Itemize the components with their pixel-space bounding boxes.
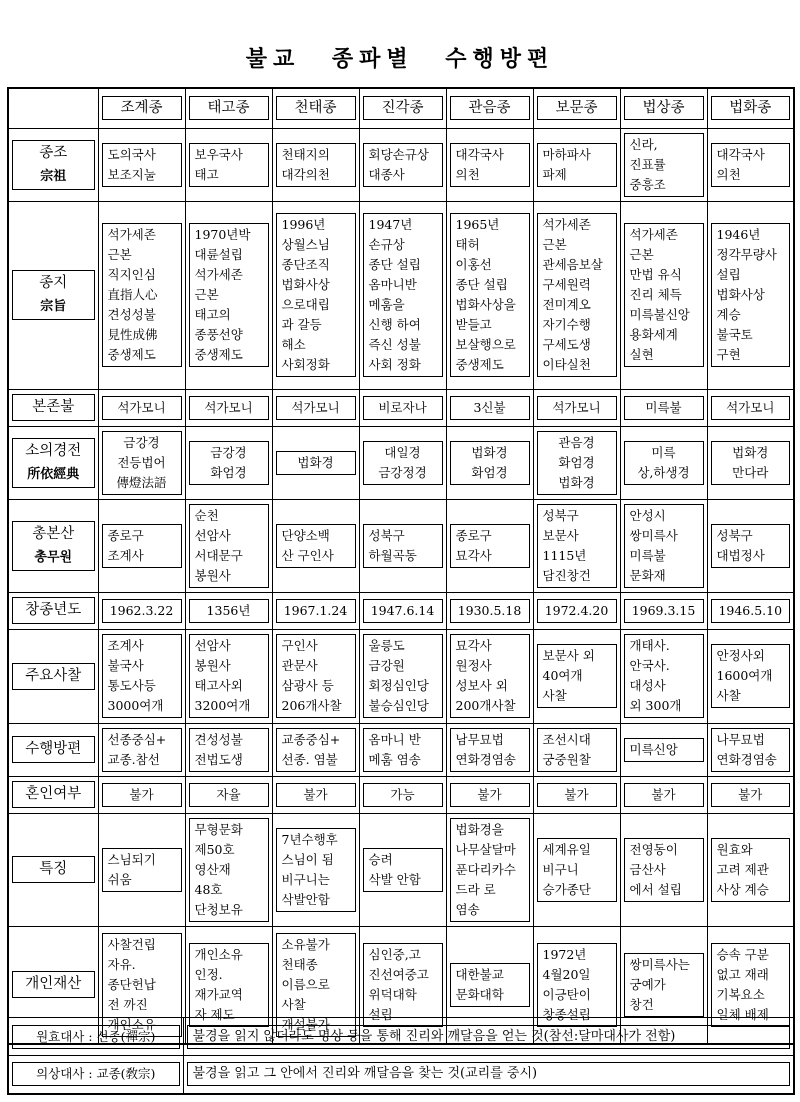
cell-text: 불가 bbox=[450, 783, 530, 807]
table-cell bbox=[359, 128, 446, 201]
row-label: 창종년도 bbox=[25, 602, 82, 618]
row-label-hanja: 宗旨 bbox=[40, 299, 67, 314]
table-cell bbox=[533, 128, 620, 201]
cell-text: 마하파사 파제 bbox=[537, 143, 617, 187]
table-row bbox=[8, 592, 794, 629]
table-cell bbox=[620, 499, 707, 592]
table-cell bbox=[707, 629, 794, 723]
table-cell bbox=[446, 499, 533, 592]
table-cell bbox=[533, 201, 620, 389]
table-cell bbox=[272, 813, 359, 926]
table-cell bbox=[359, 499, 446, 592]
cell-text: 석가세존 근본 관세음보살 구세원력 전미계오 자기수행 구세도생 이타실천 bbox=[537, 213, 617, 377]
row-header bbox=[8, 389, 98, 426]
cell-text: 선종중심+ 교종.참선 bbox=[102, 728, 182, 772]
cell-text: 심인중,고 진선여중고 위덕대학 설립 bbox=[363, 943, 443, 1027]
table-cell bbox=[707, 426, 794, 499]
cell-text: 보우국사 태고 bbox=[189, 143, 269, 187]
cell-text: 미륵신앙 bbox=[624, 738, 704, 762]
table-cell bbox=[446, 776, 533, 813]
cell-text: 불가 bbox=[102, 783, 182, 807]
table-cell bbox=[620, 592, 707, 629]
cell-text: 울릉도 금강원 회정심인당 불승심인당 bbox=[363, 634, 443, 718]
table-cell bbox=[185, 813, 272, 926]
row-label: 혼인여부 bbox=[25, 786, 82, 802]
table-cell bbox=[620, 776, 707, 813]
cell-text: 석가모니 bbox=[189, 396, 269, 420]
row-label: 종지 bbox=[39, 275, 68, 291]
page-title: 불교 종파별 수행방편 bbox=[245, 47, 555, 72]
table-row bbox=[8, 776, 794, 813]
cell-text: 금강경 전등법어 傳燈法語 bbox=[102, 431, 182, 495]
table-cell bbox=[533, 499, 620, 592]
table-row bbox=[8, 201, 794, 389]
cell-text: 단양소백 산 구인사 bbox=[276, 524, 356, 568]
cell-text: 남무묘법 연화경염송 bbox=[450, 728, 530, 772]
cell-text: 금강경 화엄경 bbox=[189, 441, 269, 485]
cell-text: 1946.5.10 bbox=[711, 599, 791, 623]
row-label: 총본산 bbox=[32, 525, 75, 542]
table-cell bbox=[707, 128, 794, 201]
cell-text: 개태사. 안국사. 대성사 외 300개 bbox=[624, 634, 704, 718]
cell-text: 승속 구분 없고 재래 기복요소 일체 배제 bbox=[711, 943, 791, 1027]
table-cell bbox=[185, 201, 272, 389]
table-row bbox=[8, 723, 794, 776]
column-header: 관음종 bbox=[446, 88, 533, 128]
table-cell bbox=[185, 426, 272, 499]
table-cell bbox=[359, 389, 446, 426]
cell-text: 1930.5.18 bbox=[450, 599, 530, 623]
table-cell bbox=[185, 629, 272, 723]
cell-text: 도의국사 보조지눌 bbox=[102, 143, 182, 187]
row-header bbox=[8, 813, 98, 926]
column-header: 조계종 bbox=[98, 88, 185, 128]
table-cell bbox=[98, 389, 185, 426]
cell-text: 신라, 진표률 중흥조 bbox=[624, 133, 704, 197]
row-header bbox=[8, 723, 98, 776]
cell-text: 성북구 대법정사 bbox=[711, 524, 791, 568]
cell-text: 석가모니 bbox=[537, 396, 617, 420]
cell-text: 쌍미륵사는 궁예가 창건 bbox=[624, 953, 704, 1017]
cell-text: 안성시 쌍미륵사 미륵불 문화재 bbox=[624, 504, 704, 588]
table-row bbox=[8, 813, 794, 926]
cell-text: 조계사 불국사 통도사등 3000여개 bbox=[102, 634, 182, 718]
footer-text-cell bbox=[183, 1056, 794, 1094]
column-header: 진각종 bbox=[359, 88, 446, 128]
table-cell bbox=[446, 128, 533, 201]
cell-text: 불가 bbox=[276, 783, 356, 807]
footer-row bbox=[8, 1056, 794, 1094]
table-cell bbox=[707, 592, 794, 629]
row-header bbox=[8, 629, 98, 723]
cell-text: 1946년 정각무량사 설립 법화사상 계승 불국토 구현 bbox=[711, 223, 791, 367]
cell-text: 사찰건립 자유. 종단헌납 전 까진 개인소유 bbox=[102, 933, 182, 1037]
cell-text: 대한불교 문화대학 bbox=[450, 963, 530, 1007]
row-label: 소의경전 bbox=[25, 442, 82, 459]
table-cell bbox=[359, 723, 446, 776]
table-cell bbox=[272, 592, 359, 629]
column-header: 보문종 bbox=[533, 88, 620, 128]
table-cell bbox=[620, 201, 707, 389]
cell-text: 1356년 bbox=[189, 599, 269, 623]
table-cell bbox=[707, 813, 794, 926]
row-label: 종조 bbox=[39, 144, 68, 161]
cell-text: 개인소유 인정. 재가교역 자 제도 bbox=[189, 943, 269, 1027]
table-cell bbox=[272, 723, 359, 776]
cell-text: 석가세존 근본 만법 유식 진리 체득 미륵불신앙 용화세계 실현 bbox=[624, 223, 704, 367]
cell-text: 종로구 조계사 bbox=[102, 524, 182, 568]
cell-text: 1967.1.24 bbox=[276, 599, 356, 623]
cell-text: 대각국사 의천 bbox=[450, 143, 530, 187]
table-cell bbox=[620, 723, 707, 776]
column-header: 태고종 bbox=[185, 88, 272, 128]
footer-text: 불경을 읽고 그 안에서 진리와 깨달음을 찾는 것(교리를 중시) bbox=[187, 1062, 791, 1086]
cell-text: 비로자나 bbox=[363, 396, 443, 420]
table-row bbox=[8, 499, 794, 592]
table-cell bbox=[707, 201, 794, 389]
table-cell bbox=[272, 426, 359, 499]
cell-text: 3신불 bbox=[450, 396, 530, 420]
table-cell bbox=[185, 128, 272, 201]
table-cell bbox=[620, 426, 707, 499]
table-cell bbox=[533, 389, 620, 426]
table-cell bbox=[272, 629, 359, 723]
table-cell bbox=[98, 426, 185, 499]
table-cell bbox=[359, 813, 446, 926]
table-cell bbox=[446, 389, 533, 426]
table-cell bbox=[272, 776, 359, 813]
table-cell bbox=[707, 776, 794, 813]
cell-text: 스님되기 쉬움 bbox=[102, 848, 182, 892]
table-cell bbox=[98, 629, 185, 723]
table-cell bbox=[533, 426, 620, 499]
row-label-hanja: 所依經典 bbox=[27, 466, 80, 482]
cell-text: 회당손규상 대종사 bbox=[363, 143, 443, 187]
cell-text: 1947년 손규상 종단 설립 옴마니반 메훔을 신행 하여 즉신 성불 사회 정화 bbox=[363, 213, 443, 377]
cell-text: 법화경 화엄경 bbox=[450, 441, 530, 485]
table-cell bbox=[185, 389, 272, 426]
column-header: 천태종 bbox=[272, 88, 359, 128]
cell-text: 무형문화 제50호 영산재 48호 단청보유 bbox=[189, 818, 269, 922]
table-cell bbox=[446, 723, 533, 776]
cell-text: 관음경 화엄경 법화경 bbox=[537, 431, 617, 495]
table-cell bbox=[185, 499, 272, 592]
table-cell bbox=[98, 128, 185, 201]
cell-text: 법화경 bbox=[276, 451, 356, 475]
row-label: 특징 bbox=[39, 861, 68, 877]
footer-text: 불경을 읽지 않더라도 명상 등을 통해 진리와 깨달음을 얻는 것(참선:달마대사가 전함) bbox=[187, 1025, 791, 1049]
cell-text: 7년수행후 스님이 됨 비구니는 삭발안함 bbox=[276, 828, 356, 912]
table-cell bbox=[533, 813, 620, 926]
table-cell bbox=[98, 813, 185, 926]
table-cell bbox=[272, 499, 359, 592]
table-row bbox=[8, 629, 794, 723]
table-cell bbox=[533, 592, 620, 629]
cell-text: 1970년박 대륜설립 석가세존 근본 태고의 종풍선양 중생제도 bbox=[189, 223, 269, 367]
table-cell bbox=[185, 723, 272, 776]
row-header bbox=[8, 592, 98, 629]
row-label: 개인재산 bbox=[25, 976, 82, 993]
table-cell bbox=[98, 723, 185, 776]
table-cell bbox=[620, 629, 707, 723]
cell-text: 보문사 외 40여개 사찰 bbox=[537, 644, 617, 708]
cell-text: 안정사외 1600여개 사찰 bbox=[711, 644, 791, 708]
cell-text: 성북구 하월곡동 bbox=[363, 524, 443, 568]
cell-text: 법화경을 나무살달마 푼다리카수 드라 로 염송 bbox=[450, 818, 530, 922]
row-header bbox=[8, 426, 98, 499]
cell-text: 1965년 태허 이홍선 종단 설립 법화사상을 받들고 보살행으로 중생제도 bbox=[450, 213, 530, 377]
cell-text: 1969.3.15 bbox=[624, 599, 704, 623]
table-cell bbox=[185, 776, 272, 813]
row-label-hanja: 총무원 bbox=[34, 549, 73, 565]
table-cell bbox=[272, 128, 359, 201]
table-cell bbox=[446, 813, 533, 926]
table-row bbox=[8, 389, 794, 426]
table-cell bbox=[707, 723, 794, 776]
cell-text: 1972.4.20 bbox=[537, 599, 617, 623]
cell-text: 순천 선암사 서대문구 봉원사 bbox=[189, 504, 269, 588]
cell-text: 석가모니 bbox=[276, 396, 356, 420]
row-header bbox=[8, 776, 98, 813]
cell-text: 선암사 봉원사 태고사외 3200여개 bbox=[189, 634, 269, 718]
cell-text: 석가모니 bbox=[102, 396, 182, 420]
table-cell bbox=[533, 629, 620, 723]
footer-table bbox=[7, 1017, 795, 1095]
table-cell bbox=[98, 592, 185, 629]
cell-text: 소유불가 천태종 이름으로 사찰 개설불가 bbox=[276, 933, 356, 1037]
table-cell bbox=[272, 201, 359, 389]
footer-label-cell bbox=[8, 1018, 183, 1056]
table-cell bbox=[533, 723, 620, 776]
table-cell bbox=[446, 592, 533, 629]
cell-text: 석가모니 bbox=[711, 396, 791, 420]
cell-text: 대각국사 의천 bbox=[711, 143, 791, 187]
cell-text: 나무묘법 연화경염송 bbox=[711, 728, 791, 772]
table-cell bbox=[359, 201, 446, 389]
cell-text: 1947.6.14 bbox=[363, 599, 443, 623]
cell-text: 옴마니 반 메훔 염송 bbox=[363, 728, 443, 772]
table-row bbox=[8, 128, 794, 201]
cell-text: 미륵불 bbox=[624, 396, 704, 420]
cell-text: 자율 bbox=[189, 783, 269, 807]
cell-text: 법화경 만다라 bbox=[711, 441, 791, 485]
table-cell bbox=[359, 776, 446, 813]
cell-text: 세계유일 비구니 승가종단 bbox=[537, 838, 617, 902]
table-cell bbox=[620, 813, 707, 926]
table-cell bbox=[533, 776, 620, 813]
cell-text: 원효와 고려 제관 사상 계승 bbox=[711, 838, 791, 902]
row-label-hanja: 宗祖 bbox=[40, 168, 67, 184]
row-label: 본존불 bbox=[32, 399, 75, 415]
table-cell bbox=[707, 499, 794, 592]
cell-text: 불가 bbox=[624, 783, 704, 807]
cell-text: 1962.3.22 bbox=[102, 599, 182, 623]
cell-text: 종로구 묘각사 bbox=[450, 524, 530, 568]
footer-label: 의상대사 : 교종(敎宗) bbox=[12, 1062, 180, 1086]
row-header bbox=[8, 128, 98, 201]
cell-text: 대일경 금강정경 bbox=[363, 441, 443, 485]
footer-text-cell bbox=[183, 1018, 794, 1056]
table-header-row bbox=[8, 88, 794, 128]
table-cell bbox=[272, 389, 359, 426]
cell-text: 성북구 보문사 1115년 담진창건 bbox=[537, 504, 617, 588]
row-label: 수행방편 bbox=[25, 741, 82, 757]
table-cell bbox=[446, 201, 533, 389]
table-cell bbox=[359, 629, 446, 723]
footer-label: 원효대사 : 선종(禪宗) bbox=[12, 1025, 180, 1049]
row-header bbox=[8, 201, 98, 389]
sect-comparison-table bbox=[7, 87, 795, 1045]
table-cell bbox=[185, 592, 272, 629]
table-cell bbox=[359, 426, 446, 499]
corner-cell bbox=[8, 88, 98, 128]
row-header bbox=[8, 499, 98, 592]
table-row bbox=[8, 426, 794, 499]
cell-text: 묘각사 원정사 성보사 외 200개사찰 bbox=[450, 634, 530, 718]
cell-text: 천태지의 대각의천 bbox=[276, 143, 356, 187]
column-header: 법상종 bbox=[620, 88, 707, 128]
table-cell bbox=[98, 776, 185, 813]
cell-text: 전영동이 금산사 에서 설립 bbox=[624, 838, 704, 902]
cell-text: 교종중심+ 선종. 염불 bbox=[276, 728, 356, 772]
table-cell bbox=[707, 389, 794, 426]
cell-text: 미륵 상,하생경 bbox=[624, 441, 704, 485]
cell-text: 1996년 상월스님 종단조직 법화사상 으로대립 과 갈등 해소 사회정화 bbox=[276, 213, 356, 377]
cell-text: 구인사 관문사 삼광사 등 206개사찰 bbox=[276, 634, 356, 718]
cell-text: 승려 삭발 안함 bbox=[363, 848, 443, 892]
row-label: 주요사찰 bbox=[25, 667, 82, 684]
table-cell bbox=[359, 592, 446, 629]
cell-text: 조선시대 궁중원찰 bbox=[537, 728, 617, 772]
table-cell bbox=[98, 201, 185, 389]
table-cell bbox=[446, 426, 533, 499]
table-cell bbox=[98, 499, 185, 592]
table-cell bbox=[620, 389, 707, 426]
table-cell bbox=[620, 128, 707, 201]
column-header: 법화종 bbox=[707, 88, 794, 128]
footer-row bbox=[8, 1018, 794, 1056]
cell-text: 1972년 4월20일 이긍탄이 창종설립 bbox=[537, 943, 617, 1027]
table-cell bbox=[446, 629, 533, 723]
cell-text: 석가세존 근본 직지인심 直指人心 견성성불 見性成佛 중생제도 bbox=[102, 223, 182, 367]
cell-text: 불가 bbox=[537, 783, 617, 807]
cell-text: 견성성불 전법도생 bbox=[189, 728, 269, 772]
cell-text: 가능 bbox=[363, 783, 443, 807]
footer-label-cell bbox=[8, 1056, 183, 1094]
cell-text: 불가 bbox=[711, 783, 791, 807]
